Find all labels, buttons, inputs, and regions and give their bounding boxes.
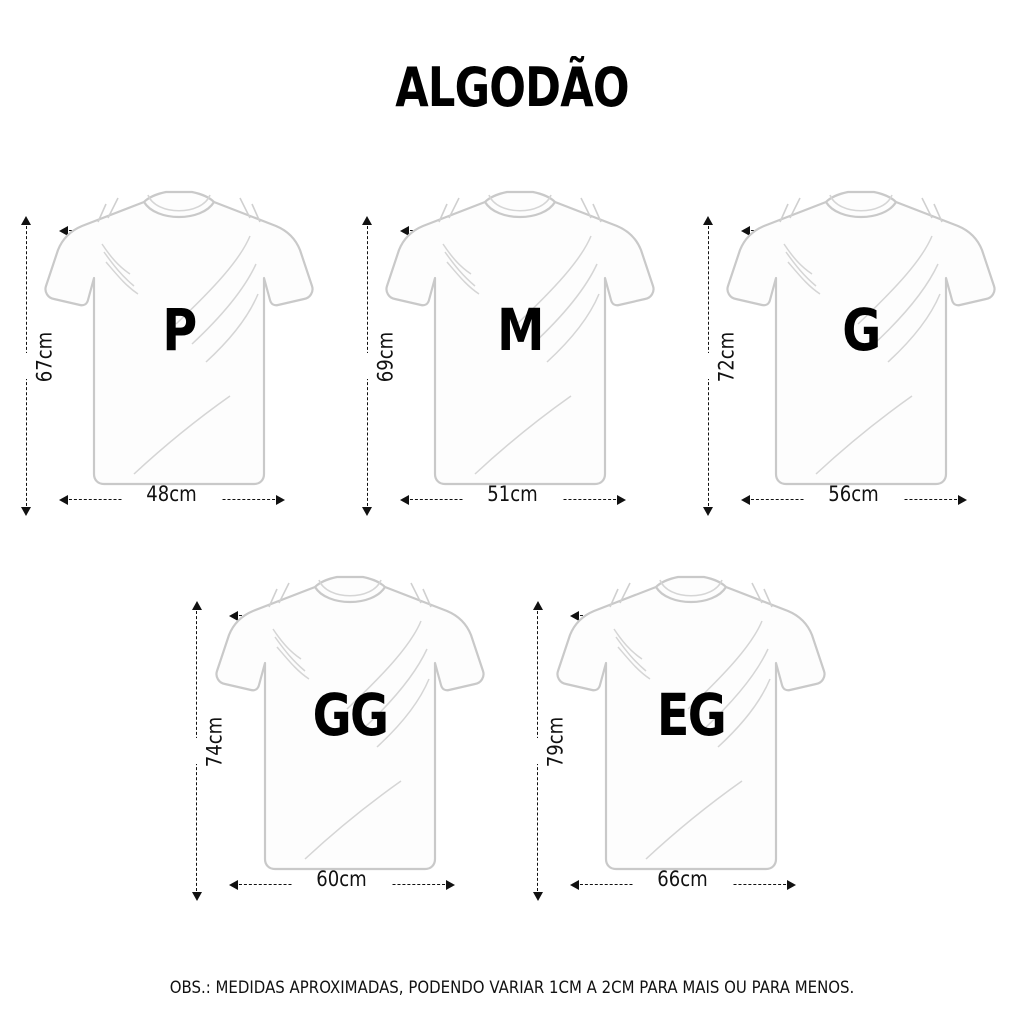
length-label-m: 69cm [372, 331, 397, 383]
size-card-g [683, 170, 1024, 530]
tshirt-illustration-gg [215, 563, 485, 883]
length-label-p: 67cm [31, 331, 56, 383]
hem-label-g: 56cm [827, 482, 879, 506]
tshirt-illustration-p [44, 178, 314, 498]
size-row-top [0, 170, 1024, 530]
length-label-g: 72cm [713, 331, 738, 383]
tshirt-illustration-g [726, 178, 996, 498]
size-letter-p: P [162, 296, 196, 364]
hem-label-m: 51cm [486, 482, 538, 506]
size-letter-gg: GG [312, 681, 387, 749]
length-label-gg: 74cm [202, 716, 227, 768]
size-card-m [342, 170, 683, 530]
length-label-eg: 79cm [543, 716, 568, 768]
size-letter-g: G [842, 296, 880, 364]
tshirt-illustration-eg [556, 563, 826, 883]
tshirt-illustration-m [385, 178, 655, 498]
size-card-gg [171, 555, 512, 915]
measurement-note: OBS.: MEDIDAS APROXIMADAS, PODENDO VARIAR 1CM A 2CM PARA MAIS OU PARA MENOS. [169, 978, 855, 998]
size-letter-eg: EG [656, 681, 725, 749]
size-letter-m: M [497, 296, 543, 364]
size-row-bottom [0, 555, 1024, 915]
hem-label-gg: 60cm [316, 867, 367, 891]
page-title: ALGODÃO [395, 56, 629, 119]
size-card-eg [512, 555, 853, 915]
size-card-p [1, 170, 342, 530]
hem-label-eg: 66cm [657, 867, 708, 891]
hem-label-p: 48cm [145, 482, 197, 506]
